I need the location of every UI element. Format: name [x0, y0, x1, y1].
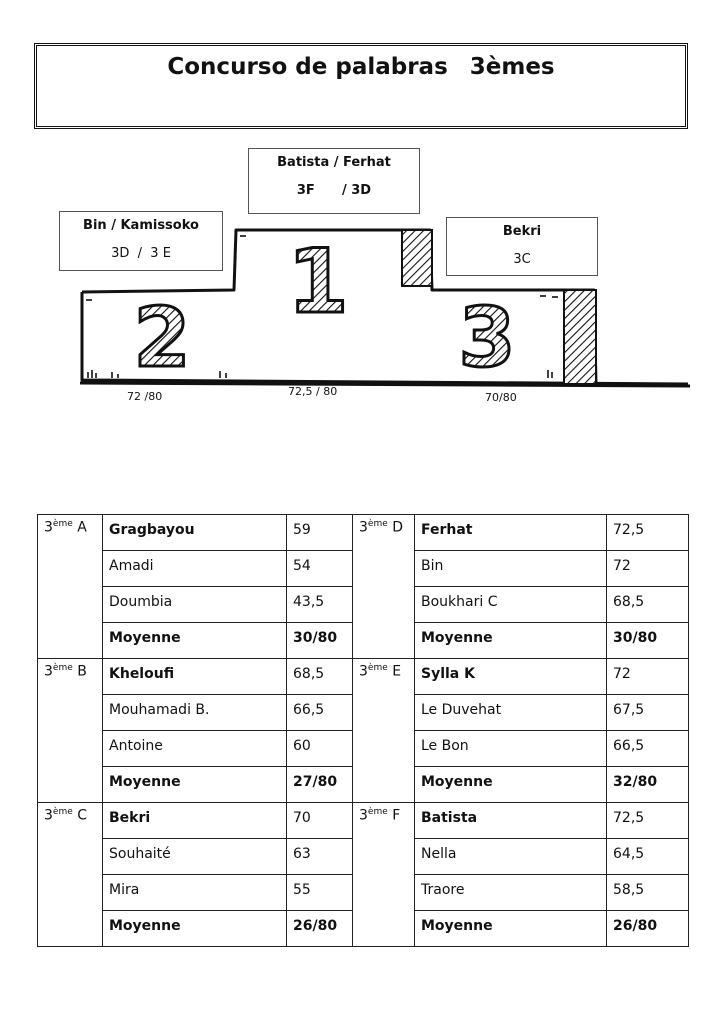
student-name: Souhaité [103, 839, 287, 875]
student-score: 70 [287, 803, 353, 839]
average-score: 26/80 [287, 911, 353, 947]
podium-digit-3: 3 [458, 291, 516, 386]
student-score: 59 [287, 515, 353, 551]
student-name: Nella [415, 839, 607, 875]
class-letter: A [77, 519, 87, 536]
podium-digit-2: 2 [133, 291, 191, 386]
table-row [38, 515, 689, 551]
student-score: 68,5 [607, 587, 689, 623]
student-score: 43,5 [287, 587, 353, 623]
class-suffix: ème [367, 807, 388, 817]
first-place-classes: 3F / 3D [296, 183, 372, 198]
class-letter: D [392, 519, 403, 536]
second-place-names: Bin / Kamissoko [83, 218, 199, 233]
second-place-score: 72 /80 [127, 390, 163, 403]
third-place-score: 70/80 [485, 391, 517, 404]
student-name: Le Duvehat [415, 695, 607, 731]
student-name: Traore [415, 875, 607, 911]
class-number: 3 [44, 519, 53, 536]
average-label: Moyenne [103, 767, 287, 803]
class-letter: F [392, 807, 401, 824]
first-place-score: 72,5 / 80 [288, 385, 338, 398]
class-cell [38, 803, 103, 947]
table-row [38, 659, 689, 695]
student-score: 66,5 [287, 695, 353, 731]
third-place-classes: 3C [513, 252, 531, 267]
class-cell [353, 659, 415, 803]
average-score: 30/80 [607, 623, 689, 659]
average-label: Moyenne [415, 623, 607, 659]
student-name: Batista [415, 803, 607, 839]
class-number: 3 [44, 663, 53, 680]
class-suffix: ème [52, 807, 73, 817]
student-score: 63 [287, 839, 353, 875]
average-label: Moyenne [103, 623, 287, 659]
step3-shade [564, 290, 596, 384]
class-cell [38, 659, 103, 803]
average-score: 27/80 [287, 767, 353, 803]
student-name: Gragbayou [103, 515, 287, 551]
class-suffix: ème [52, 519, 73, 529]
class-suffix: ème [52, 663, 73, 673]
step1-shade [402, 230, 432, 286]
student-score: 67,5 [607, 695, 689, 731]
podium-digit-1: 1 [287, 230, 349, 333]
class-number: 3 [44, 807, 53, 824]
student-name: Antoine [103, 731, 287, 767]
first-place-label [248, 148, 420, 214]
average-label: Moyenne [415, 911, 607, 947]
class-cell [38, 515, 103, 659]
class-number: 3 [359, 807, 368, 824]
student-name: Doumbia [103, 587, 287, 623]
third-place-label [446, 217, 598, 276]
average-score: 26/80 [607, 911, 689, 947]
student-score: 54 [287, 551, 353, 587]
class-suffix: ème [367, 519, 388, 529]
student-name: Bekri [103, 803, 287, 839]
class-letter: C [77, 807, 87, 824]
student-name: Amadi [103, 551, 287, 587]
second-place-classes: 3D / 3 E [111, 246, 171, 261]
student-name: Kheloufi [103, 659, 287, 695]
student-name: Bin [415, 551, 607, 587]
student-score: 72 [607, 659, 689, 695]
student-score: 66,5 [607, 731, 689, 767]
student-name: Le Bon [415, 731, 607, 767]
class-cell [353, 515, 415, 659]
class-number: 3 [359, 519, 368, 536]
table-row [38, 803, 689, 839]
student-score: 58,5 [607, 875, 689, 911]
student-score: 72,5 [607, 803, 689, 839]
student-name: Mouhamadi B. [103, 695, 287, 731]
average-label: Moyenne [415, 767, 607, 803]
student-score: 68,5 [287, 659, 353, 695]
second-place-label [59, 211, 223, 271]
class-suffix: ème [367, 663, 388, 673]
results-table [37, 514, 689, 947]
student-score: 64,5 [607, 839, 689, 875]
student-score: 72 [607, 551, 689, 587]
student-name: Boukhari C [415, 587, 607, 623]
class-cell [353, 803, 415, 947]
class-letter: B [77, 663, 87, 680]
class-number: 3 [359, 663, 368, 680]
third-place-names: Bekri [502, 224, 542, 239]
student-name: Ferhat [415, 515, 607, 551]
title-text: Concurso de palabras [167, 54, 448, 80]
student-name: Sylla K [415, 659, 607, 695]
student-name: Mira [103, 875, 287, 911]
title-level: 3èmes [469, 54, 555, 80]
class-letter: E [392, 663, 402, 680]
student-score: 55 [287, 875, 353, 911]
average-label: Moyenne [103, 911, 287, 947]
first-place-names: Batista / Ferhat [277, 155, 391, 170]
average-score: 30/80 [287, 623, 353, 659]
student-score: 72,5 [607, 515, 689, 551]
student-score: 60 [287, 731, 353, 767]
average-score: 32/80 [607, 767, 689, 803]
